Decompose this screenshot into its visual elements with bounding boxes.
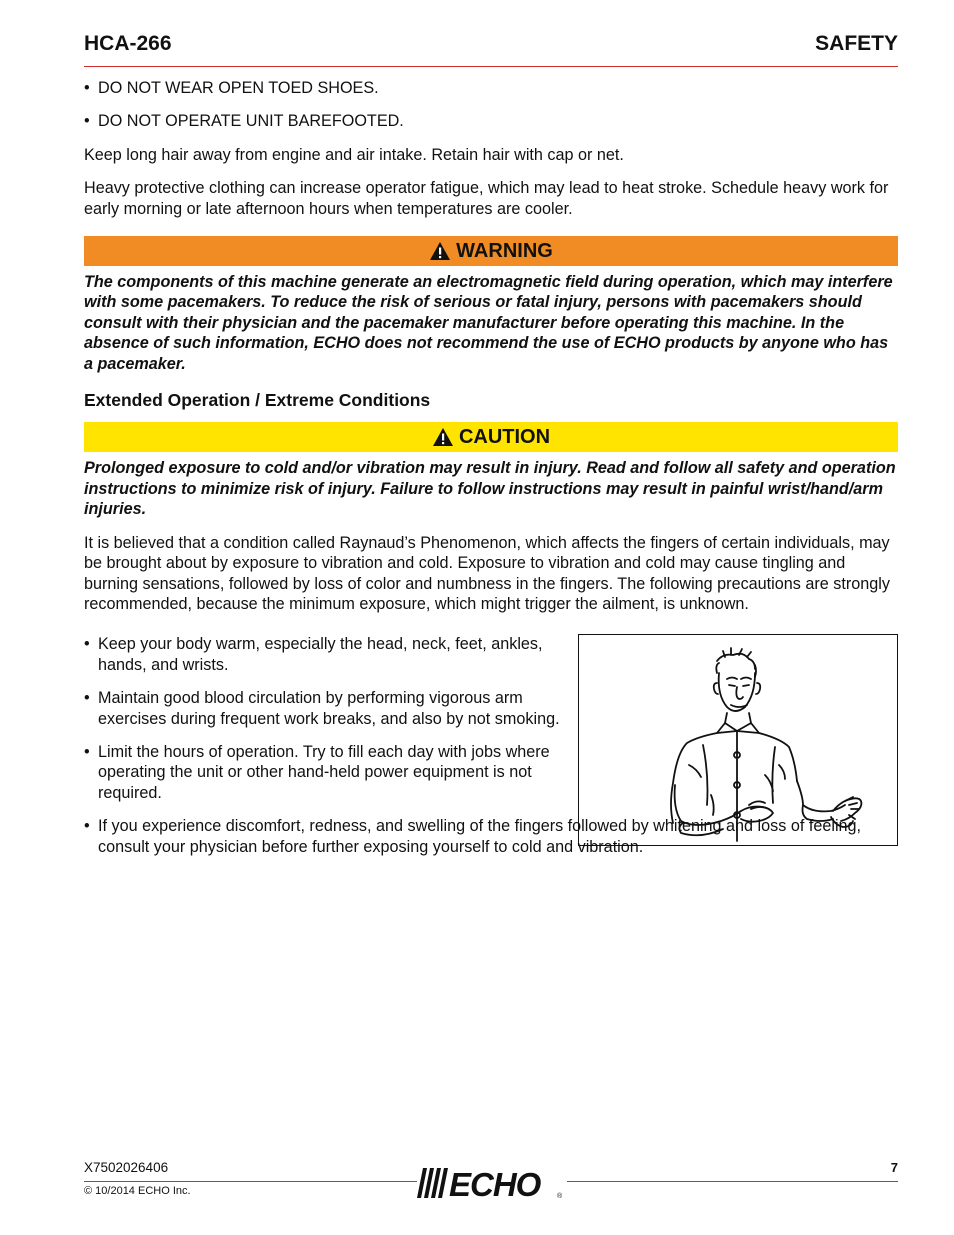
caution-text: Prolonged exposure to cold and/or vibration may result in injury. Read and follow all safety and operation instructions to minimize risk of injury. Failure to follow instructions may result in painful wrist/hand/arm injuries.: [84, 459, 896, 519]
warning-triangle-icon: [432, 427, 454, 447]
warning-triangle-icon: [429, 241, 451, 261]
warning-label: WARNING: [456, 239, 553, 262]
list-item: • DO NOT WEAR OPEN TOED SHOES.: [84, 79, 379, 97]
illustration-frame: [578, 634, 898, 846]
paragraph-hair: Keep long hair away from engine and air intake. Retain hair with cap or net.: [84, 145, 624, 164]
list-item: • DO NOT OPERATE UNIT BAREFOOTED.: [84, 112, 404, 131]
warning-banner: [84, 236, 898, 266]
list-item: • Maintain good blood circulation by performing vigorous arm exercises during frequent work breaks, and also by not smoking.: [84, 689, 560, 728]
page-content: [84, 78, 898, 857]
echo-logo-mark: [417, 1166, 567, 1200]
list-item: • Limit the hours of operation. Try to fill each day with jobs where operating the unit or other hand-held power equipment is not required.: [84, 742, 550, 802]
part-number: X7502026406: [84, 1160, 169, 1175]
model-number: HCA-266: [84, 32, 172, 55]
page-number: 7: [890, 1160, 898, 1175]
warning-text: The components of this machine generate an electromagnetic field during operation, which may interfere with some pacemakers. To reduce the risk of serious or fatal injury, persons with pacemakers should consult with their physician and the pacemaker manufacturer before operating this machine. In the absence of such information, ECHO does not recommend the use of ECHO products by anyone who has a pacemaker.: [84, 273, 893, 373]
list-item: • If you experience discomfort, redness, and swelling of the fingers followed by whitening and loss of feeling, consult your physician before further exposing yourself to cold and vibration.: [84, 817, 862, 856]
section-title: SAFETY: [815, 32, 898, 55]
svg-text:ECHO: ECHO: [449, 1166, 541, 1200]
caution-label: CAUTION: [458, 426, 551, 449]
svg-text:®: ®: [557, 1193, 563, 1200]
echo-logo: [417, 1166, 567, 1200]
paragraph-clothing: Heavy protective clothing can increase operator fatigue, which may lead to heat stroke. Schedule heavy work for early morning or late afternoon hours when temperatures are cooler.: [84, 179, 889, 218]
precautions-section: [84, 634, 898, 857]
paragraph-raynaud: It is believed that a condition called Raynaud’s Phenomenon, which affects the fingers of certain individuals, may be brought about by exposure to vibration and cold. Exposure to vibration and cold may cause tingling and burning sensations, followed by loss of color and numbness in the fingers. The following precautions are strongly recommended, because the minimum exposure, which might trigger the ailment, is unknown.: [84, 533, 890, 613]
page-footer: [84, 1160, 898, 1210]
caution-banner: [84, 422, 898, 452]
page-header: [84, 30, 898, 67]
list-item: • Keep your body warm, especially the head, neck, feet, ankles, hands, and wrists.: [84, 635, 543, 674]
section-subheading: Extended Operation / Extreme Conditions: [84, 390, 431, 411]
copyright: © 10/2014 ECHO Inc.: [84, 1185, 191, 1197]
man-examining-hand-illustration: [579, 635, 896, 844]
